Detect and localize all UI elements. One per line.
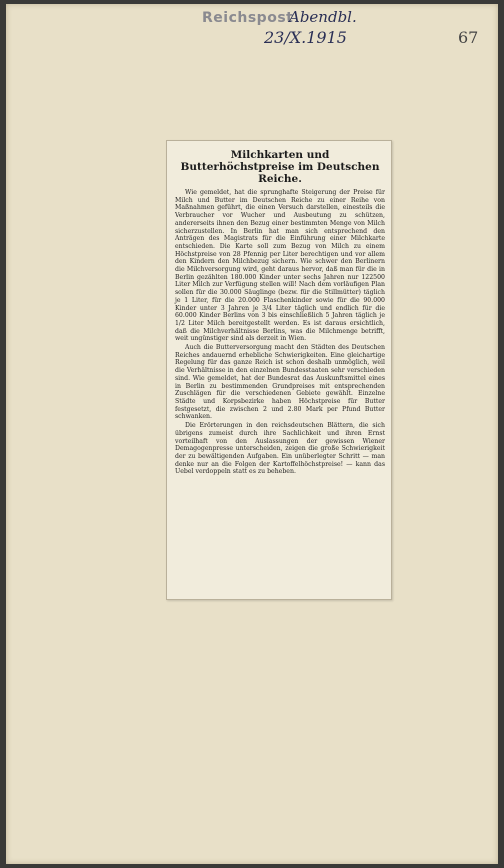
article-headline: Milchkarten und Butterhöchstpreise im Deutschen Reiche. xyxy=(180,149,380,185)
article-paragraph: Auch die Butterversorgung macht den Städten des Deutschen Reiches andauernd erhebliche Schwierigkeiten. Eine gleichartige Regelung für das ganze Reich ist schon deshalb unmöglich, weil die Verhältnisse in den einzelnen Bundesstaaten sehr verschieden sind. Wie gemeldet, hat der Bundesrat das Auskunftsmittel eines in Berlin zu bestimmenden Grundpreises mit entsprechenden Zuschlägen für die verschiedenen Gebiete gewählt. Einzelne Städte und Korpsbezirke haben Höchstpreise für Butter festgesetzt, die zwischen 2 und 2.80 Mark per Pfund Butter schwanken. xyxy=(175,344,385,421)
handwritten-date: 23/X.1915 xyxy=(264,28,347,47)
newspaper-clipping xyxy=(166,140,392,600)
source-stamp: Reichspost xyxy=(202,10,294,26)
article-paragraph: Die Erörterungen in den reichsdeutschen Blättern, die sich übrigens zumeist durch ihre Sachlichkeit und ihren Ernst vorteilhaft von den Auslassungen der gewissen Wiener Demagogenpresse unterscheiden, zeigen die große Schwierigkeit der zu bewältigenden Aufgaben. Ein unüberlegter Schritt — man denke nur an die Folgen der Kartoffelhöchstpreise! — kann das Uebel verdoppeln statt es zu beheben. xyxy=(175,422,385,476)
page-number: 67 xyxy=(458,28,479,47)
article-paragraph: Wie gemeldet, hat die sprunghafte Steigerung der Preise für Milch und Butter im Deutschen Reiche zu einer Reihe von Maßnahmen geführt, die einen Versuch darstellen, einesteils die Verbraucher vor Wucher und Ausbeutung zu schützen, andererseits ihnen den Bezug einer bestimmten Menge von Milch sicherzustellen. In Berlin hat man sich entsprechend den Anträgen des Magistrats für die Einführung einer Milchkarte entschieden. Die Karte soll zum Bezug von Milch zu einem Höchstpreise von 28 Pfennig per Liter berechtigen und vor allem den Kindern den Milchbezug sichern. Wie schwer den Berlinern die Milchversorgung wird, geht daraus hervor, daß man für die in Berlin gezählten 180.000 Kinder unter sechs Jahren nur 122500 Liter Milch zur Verfügung stellen will! Nach dem vorläufigen Plan sollen für die 30.000 Säuglinge (bezw. für die Stillmütter) täglich je 1 Liter, für die 20.000 Flaschenkinder sowie für die 90.000 Kinder unter 3 Jahren je 3/4 Liter täglich und endlich für die 60.000 Kinder Berlins von 3 bis einschließlich 5 Jahren täglich je 1/2 Liter Milch bereitgestellt werden. Es ist daraus ersichtlich, daß die Milchverhältnisse Berlins, was die Milchmenge betrifft, weit ungünstiger sind als derzeit in Wien. xyxy=(175,189,385,343)
archive-sheet xyxy=(6,4,498,864)
handwritten-note: Abendbl. xyxy=(289,8,357,26)
